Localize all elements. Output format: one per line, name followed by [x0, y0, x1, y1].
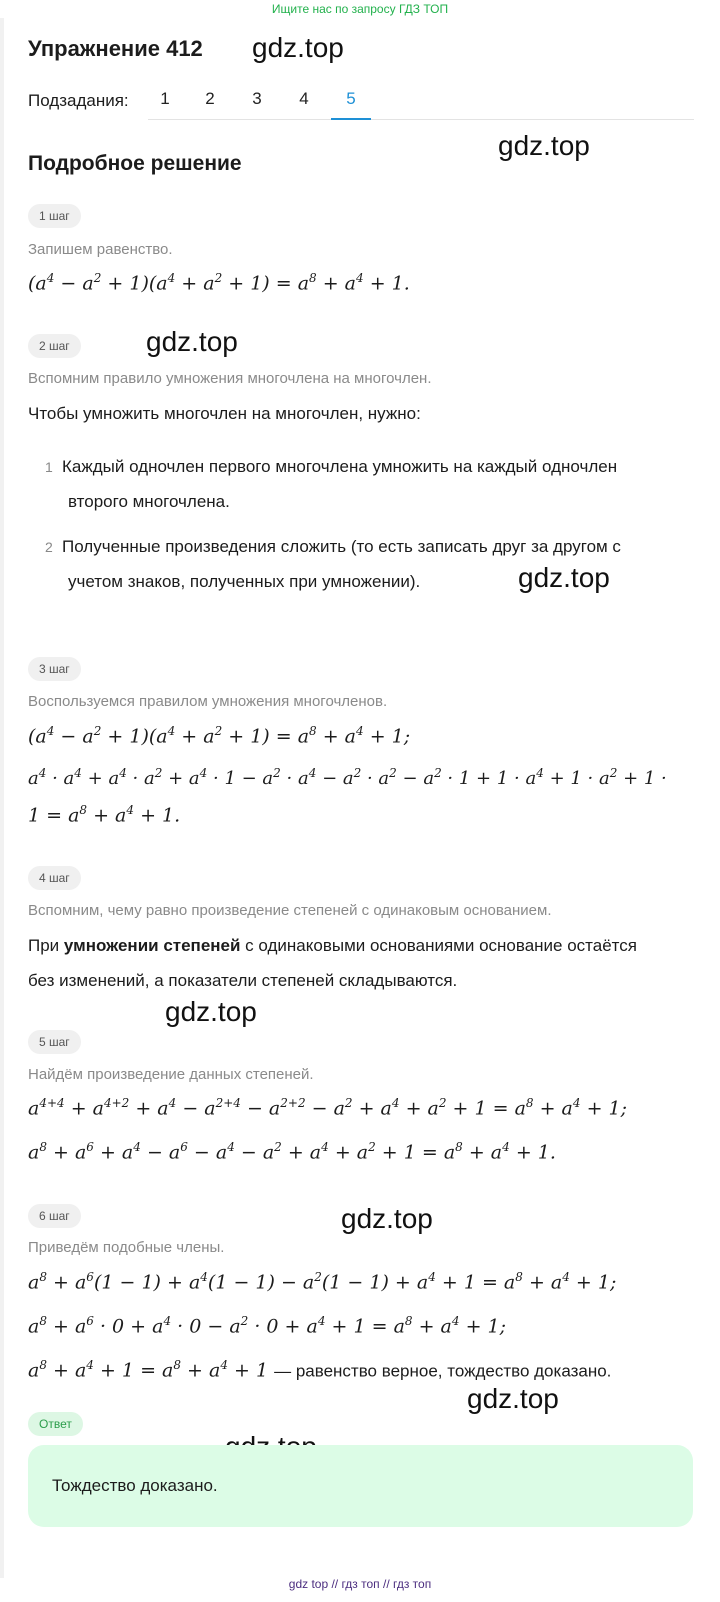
step-badge-4: 4 шаг: [28, 866, 81, 890]
conclusion-text: — равенство верное, тождество доказано.: [274, 1361, 612, 1381]
step-hint-1: Запишем равенство.: [28, 241, 173, 258]
list-item-line: второго многочлена.: [68, 492, 230, 511]
math-line: $a^{4+4} + a^{4+2} + a^4 - a^{2+4} - a^{2+2} - a^2 + a^4 + a^2 + 1 = a^8 + a^4 + 1$;: [28, 1096, 628, 1120]
footer-links[interactable]: gdz top // гдз топ // гдз топ: [288, 1577, 432, 1591]
watermark: gdz.top: [467, 1383, 559, 1414]
search-hint-banner: Ищите нас по запросу ГДЗ ТОП: [271, 2, 449, 16]
list-number: 1: [45, 459, 53, 475]
rule-line: [28, 928, 698, 963]
step-hint-3: Воспользуемся правилом умножения многочленов.: [28, 693, 388, 710]
step-hint-5: Найдём произведение данных степеней.: [28, 1066, 314, 1083]
rule-line: без изменений, а показатели степеней складываются.: [28, 971, 458, 990]
answer-box: [28, 1445, 693, 1527]
section-title: Подробное решение: [28, 152, 242, 175]
math-line: $a^8 + a^4 + 1 = a^8 + a^4 + 1$ — равенство верное, тождество доказано.: [28, 1358, 612, 1382]
watermark: gdz.top: [518, 562, 610, 593]
math-line: $a^8 + a^6 + a^4 - a^6 - a^4 - a^2 + a^4 + a^2 + 1 = a^8 + a^4 + 1$.: [28, 1140, 556, 1164]
rule-text-bold: умножении степеней: [63, 936, 241, 955]
subtask-tab-2[interactable]: 2: [205, 89, 215, 108]
math-line: $a^8 + a^6(1 - 1) + a^4(1 - 1) - a^2(1 - 1) + a^4 + 1 = a^8 + a^4 + 1$;: [28, 1270, 617, 1294]
list-item-line: Полученные произведения сложить (то есть записать друг за другом с: [62, 537, 621, 556]
subtasks-label: Подзадания:: [28, 91, 129, 110]
list-item-line: учетом знаков, полученных при умножении).: [68, 572, 421, 591]
math-line: $(a^4 - a^2 + 1)(a^4 + a^2 + 1) = a^8 + a^4 + 1$;: [28, 724, 411, 748]
subtask-tab-1[interactable]: 1: [160, 89, 170, 108]
list-item: [62, 449, 682, 519]
answer-badge: Ответ: [28, 1412, 83, 1436]
list-number: 2: [45, 539, 53, 555]
step-badge-1: 1 шаг: [28, 204, 81, 228]
watermark: gdz.top: [165, 996, 257, 1027]
subtask-tab-3[interactable]: 3: [252, 89, 262, 108]
list-item: [62, 529, 682, 599]
subtask-tab-4[interactable]: 4: [299, 89, 309, 108]
step-hint-4: Вспомним, чему равно произведение степеней с одинаковым основанием.: [28, 902, 552, 919]
step-hint-2: Вспомним правило умножения многочлена на многочлен.: [28, 370, 432, 387]
step-badge-6: 6 шаг: [28, 1204, 81, 1228]
list-item-line: Каждый одночлен первого многочлена умножить на каждый одночлен: [62, 457, 618, 476]
step-badge-2: 2 шаг: [28, 334, 81, 358]
subtasks-nav: [28, 88, 694, 120]
watermark: gdz.top: [498, 130, 590, 161]
watermark: gdz.top: [252, 32, 344, 63]
subtask-tab-5[interactable]: 5: [331, 88, 371, 120]
exercise-title: Упражнение 412: [28, 36, 203, 61]
math-line: $a^4 \cdot a^4 + a^4 \cdot a^2 + a^4 \cdot 1 - a^2 \cdot a^4 - a^2 \cdot a^2 - a^2 \cdot 1 + 1 \cdot a^4 + 1 \cdot a^2 + 1$ ·: [28, 766, 667, 789]
step-badge-5: 5 шаг: [28, 1030, 81, 1054]
math-line: $1 = a^8 + a^4 + 1$.: [28, 803, 181, 827]
step-badge-3: 3 шаг: [28, 657, 81, 681]
step-hint-6: Приведём подобные члены.: [28, 1239, 225, 1256]
watermark: gdz.top: [146, 326, 238, 357]
answer-text: Тождество доказано.: [52, 1476, 218, 1495]
rule-text-pre: При: [28, 936, 64, 955]
rule-text: [28, 928, 698, 998]
math-line: $a^8 + a^6 \cdot 0 + a^4 \cdot 0 - a^2 \cdot 0 + a^4 + 1 = a^8 + a^4 + 1$;: [28, 1314, 507, 1338]
rule-text-post: с одинаковыми основаниями основание остаётся: [240, 936, 637, 955]
math-line: $(a^4 - a^2 + 1)(a^4 + a^2 + 1) = a^8 + a^4 + 1$.: [28, 271, 410, 295]
subtasks-divider: [148, 119, 694, 120]
left-edge-bar: [0, 18, 4, 1578]
watermark: gdz.top: [341, 1203, 433, 1234]
rule-intro: Чтобы умножить многочлен на многочлен, нужно:: [28, 404, 421, 423]
